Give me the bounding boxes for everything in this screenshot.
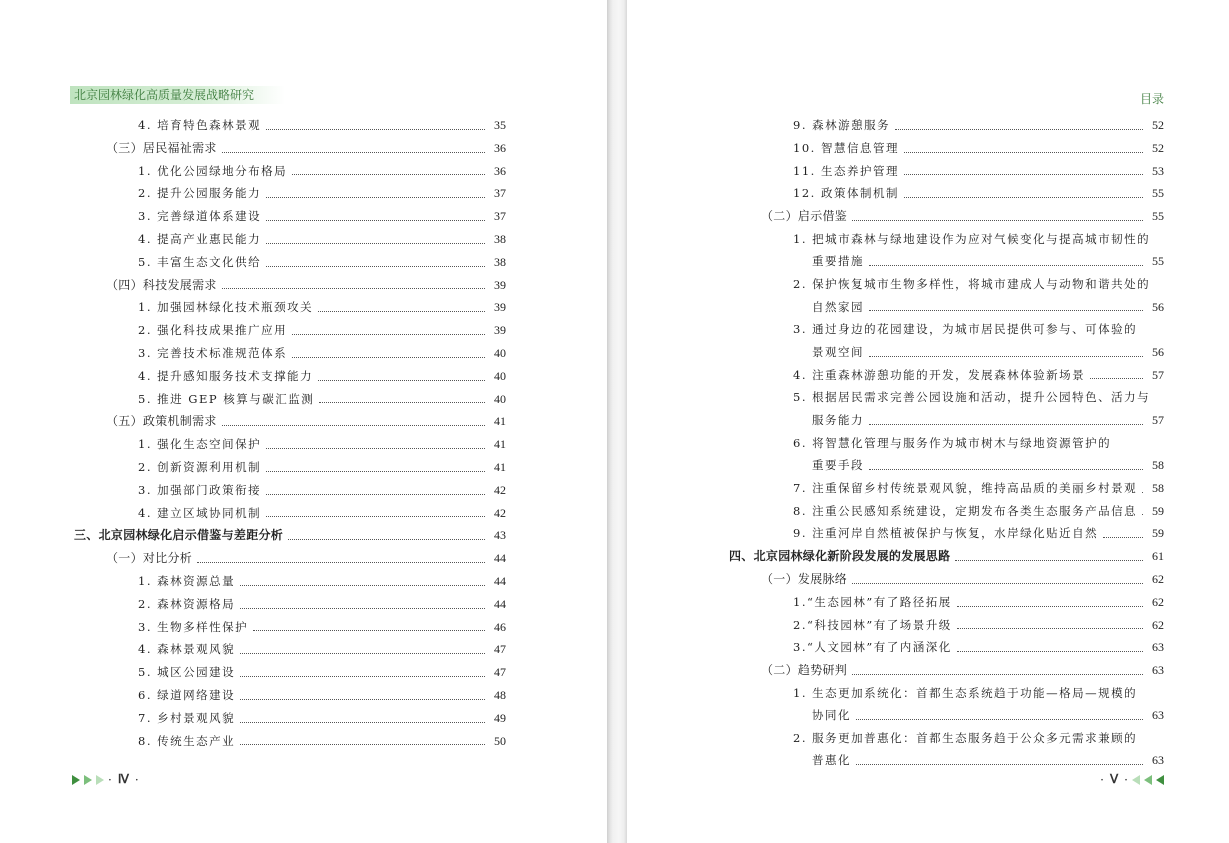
toc-page-number: 41 xyxy=(494,437,506,452)
toc-page-number: 59 xyxy=(1152,526,1164,541)
toc-entry[interactable] xyxy=(729,160,1164,183)
toc-page-number: 57 xyxy=(1152,367,1164,382)
toc-entry-title: 景观空间 xyxy=(812,344,864,359)
toc-entry-title: 1. 加强园林绿化技术瓶颈攻关 xyxy=(138,300,314,315)
toc-section[interactable] xyxy=(729,659,1164,682)
toc-page-number: 59 xyxy=(1152,503,1164,518)
dot-leader xyxy=(266,243,485,244)
toc-page-number: 49 xyxy=(494,710,506,725)
toc-entry-title: 11. 生态养护管理 xyxy=(793,163,899,178)
toc-entry-line1[interactable]: 2. 服务更加普惠化：首都生态服务趋于公众多元需求兼顾的 xyxy=(793,731,1138,746)
toc-entry[interactable] xyxy=(74,228,506,251)
toc-entry[interactable] xyxy=(74,433,506,456)
toc-entry-continuation[interactable] xyxy=(729,704,1164,727)
toc-page-number: 62 xyxy=(1152,594,1164,609)
dot-leader xyxy=(266,471,485,472)
dot-leader xyxy=(292,334,485,335)
toc-entry-line1[interactable]: 6. 将智慧化管理与服务作为城市树木与绿地资源管护的 xyxy=(793,435,1112,450)
toc-section[interactable] xyxy=(74,547,506,570)
dot-leader xyxy=(1103,537,1143,538)
toc-entry-title: （一）对比分析 xyxy=(106,551,193,566)
toc-entry[interactable] xyxy=(729,591,1164,614)
toc-entry-title: 1.“生态园林”有了路径拓展 xyxy=(793,594,952,609)
toc-page-number: 46 xyxy=(494,619,506,634)
toc-entry-title: （四）科技发展需求 xyxy=(106,277,217,292)
toc-entry[interactable] xyxy=(74,388,506,411)
toc-page-number: 63 xyxy=(1152,708,1164,723)
dot-leader xyxy=(869,265,1143,266)
dot-leader xyxy=(266,129,485,130)
dot-leader xyxy=(240,608,485,609)
toc-entry-continuation[interactable] xyxy=(729,409,1164,432)
toc-page-number: 39 xyxy=(494,277,506,292)
toc-entry-title: 三、北京园林绿化启示借鉴与差距分析 xyxy=(74,528,284,543)
dot-leader xyxy=(266,220,485,221)
toc-entry[interactable] xyxy=(74,205,506,228)
dot-leader xyxy=(266,197,485,198)
toc-page-number: 52 xyxy=(1152,118,1164,132)
dot-leader xyxy=(895,129,1143,130)
toc-entry-title: 1. 优化公园绿地分布格局 xyxy=(138,163,288,178)
toc-page-number: 42 xyxy=(494,482,506,497)
toc-list-right xyxy=(729,114,1164,772)
toc-entry-title: 10. 智慧信息管理 xyxy=(793,140,899,155)
triangle-right-icon xyxy=(84,775,92,785)
dot-leader xyxy=(197,562,485,563)
toc-entry-continuation[interactable] xyxy=(729,341,1164,364)
dot-separator: · xyxy=(134,772,139,787)
dot-leader xyxy=(266,448,485,449)
toc-entry[interactable] xyxy=(74,114,506,137)
dot-leader xyxy=(240,722,485,723)
toc-entry-title: 1. 森林资源总量 xyxy=(138,573,236,588)
dot-leader xyxy=(904,152,1143,153)
toc-entry-line1[interactable]: 2. 保护恢复城市生物多样性，将城市建成人与动物和谐共处的 xyxy=(793,277,1151,292)
toc-page-number: 56 xyxy=(1152,299,1164,314)
toc-page-number: 63 xyxy=(1152,640,1164,655)
dot-leader xyxy=(904,197,1143,198)
toc-entry-title: 3. 完善技术标准规范体系 xyxy=(138,345,288,360)
toc-chapter[interactable] xyxy=(74,524,506,547)
toc-entry[interactable] xyxy=(729,500,1164,523)
toc-page-number: 41 xyxy=(494,459,506,474)
toc-page-number: 58 xyxy=(1152,480,1164,495)
toc-entry[interactable] xyxy=(74,638,506,661)
toc-entry-title: 2. 强化科技成果推广应用 xyxy=(138,323,288,338)
toc-page-number: 39 xyxy=(494,323,506,338)
toc-entry-title: 1. 强化生态空间保护 xyxy=(138,437,262,452)
toc-page-number: 56 xyxy=(1152,344,1164,359)
toc-section[interactable] xyxy=(729,205,1164,228)
toc-entry-title: 5. 推进 GEP 核算与碳汇监测 xyxy=(138,391,315,406)
toc-entry[interactable] xyxy=(74,730,506,753)
toc-section[interactable] xyxy=(74,274,506,297)
dot-leader xyxy=(240,585,485,586)
toc-entry-title: （一）发展脉络 xyxy=(761,571,848,586)
toc-entry[interactable] xyxy=(74,479,506,502)
running-head-book-title: 北京园林绿化高质量发展战略研究 xyxy=(70,86,285,104)
dot-leader xyxy=(955,560,1143,561)
dot-leader xyxy=(240,653,485,654)
toc-entry-title: 3.“人文园林”有了内涵深化 xyxy=(793,640,952,655)
toc-page-number: 55 xyxy=(1152,209,1164,224)
toc-entry-title: 8. 传统生态产业 xyxy=(138,733,236,748)
page-number: Ⅴ xyxy=(1109,772,1119,786)
toc-page-number: 47 xyxy=(494,665,506,680)
toc-entry-title: 8. 注重公民感知系统建设，定期发布各类生态服务产品信息 xyxy=(793,503,1138,518)
toc-page-number: 37 xyxy=(494,186,506,201)
toc-page-number: 57 xyxy=(1152,412,1164,427)
toc-page-number: 63 xyxy=(1152,663,1164,678)
dot-leader xyxy=(957,651,1143,652)
dot-leader xyxy=(852,674,1143,675)
triangle-left-icon xyxy=(1156,775,1164,785)
toc-entry[interactable] xyxy=(729,636,1164,659)
toc-entry-title: 4. 注重森林游憩功能的开发，发展森林体验新场景 xyxy=(793,367,1086,382)
toc-entry-title: 12. 政策体制机制 xyxy=(793,186,899,201)
left-page xyxy=(0,0,607,843)
toc-page-number: 37 xyxy=(494,209,506,224)
toc-entry-title: 4. 提高产业惠民能力 xyxy=(138,231,262,246)
toc-entry[interactable] xyxy=(74,593,506,616)
triangle-right-icon xyxy=(96,775,104,785)
toc-entry[interactable] xyxy=(74,296,506,319)
toc-list-left xyxy=(74,114,506,752)
toc-page-number: 40 xyxy=(494,391,506,406)
toc-entry-title: 4. 提升感知服务技术支撑能力 xyxy=(138,368,314,383)
toc-page-number: 53 xyxy=(1152,163,1164,178)
toc-section[interactable] xyxy=(74,137,506,160)
toc-page-number: 35 xyxy=(494,118,506,132)
toc-entry-title: 3. 完善绿道体系建设 xyxy=(138,209,262,224)
footer-left xyxy=(72,772,139,787)
toc-page-number: 40 xyxy=(494,368,506,383)
page-number: Ⅳ xyxy=(117,772,129,786)
right-page xyxy=(627,0,1229,843)
toc-entry[interactable] xyxy=(74,251,506,274)
footer-right xyxy=(1100,772,1164,787)
toc-entry-continuation[interactable] xyxy=(729,749,1164,772)
toc-page-number: 58 xyxy=(1152,457,1164,472)
dot-leader xyxy=(266,516,485,517)
toc-page-number: 39 xyxy=(494,300,506,315)
toc-entry-title: 2. 创新资源利用机制 xyxy=(138,459,262,474)
toc-entry-title: （二）启示借鉴 xyxy=(761,209,848,224)
toc-entry-line1[interactable]: 1. 把城市森林与绿地建设作为应对气候变化与提高城市韧性的 xyxy=(793,231,1151,246)
dot-leader xyxy=(319,402,485,403)
toc-page-number: 50 xyxy=(494,733,506,748)
toc-entry-title: 2.“科技园林”有了场景升级 xyxy=(793,617,952,632)
toc-entry[interactable] xyxy=(74,616,506,639)
dot-leader xyxy=(318,311,485,312)
toc-entry-line1[interactable]: 5. 根据居民需求完善公园设施和活动，提升公园特色、活力与 xyxy=(793,390,1151,405)
toc-entry-title: 协同化 xyxy=(812,708,851,723)
toc-page-number: 44 xyxy=(494,596,506,611)
toc-page-number: 40 xyxy=(494,345,506,360)
toc-entry-title: 5. 丰富生态文化供给 xyxy=(138,254,262,269)
toc-page-number: 44 xyxy=(494,551,506,566)
triangle-left-icon xyxy=(1144,775,1152,785)
dot-leader xyxy=(288,539,485,540)
toc-entry-title: 9. 森林游憩服务 xyxy=(793,118,891,132)
running-head-contents: 目录 xyxy=(1139,92,1164,106)
toc-page-number: 41 xyxy=(494,414,506,429)
toc-entry-line1[interactable]: 3. 通过身边的花园建设，为城市居民提供可参与、可体验的 xyxy=(793,322,1138,337)
toc-page-number: 38 xyxy=(494,231,506,246)
toc-page-number: 47 xyxy=(494,642,506,657)
dot-leader xyxy=(292,174,485,175)
book-gutter xyxy=(607,0,627,843)
toc-entry-title: 3. 生物多样性保护 xyxy=(138,619,249,634)
toc-entry[interactable] xyxy=(74,365,506,388)
toc-page-number: 42 xyxy=(494,505,506,520)
toc-entry-title: （二）趋势研判 xyxy=(761,663,848,678)
toc-page-number: 55 xyxy=(1152,254,1164,269)
toc-entry[interactable] xyxy=(74,182,506,205)
toc-entry-title: 普惠化 xyxy=(812,753,851,768)
toc-page-number: 43 xyxy=(494,528,506,543)
dot-leader xyxy=(266,266,485,267)
toc-page-number: 61 xyxy=(1152,549,1164,564)
dot-leader xyxy=(869,310,1143,311)
toc-entry[interactable] xyxy=(74,342,506,365)
toc-page-number: 44 xyxy=(494,573,506,588)
dot-leader xyxy=(869,356,1143,357)
toc-entry[interactable] xyxy=(74,570,506,593)
toc-entry[interactable] xyxy=(74,319,506,342)
dot-separator: · xyxy=(108,772,112,787)
toc-entry[interactable] xyxy=(729,364,1164,387)
toc-entry-title: 服务能力 xyxy=(812,412,864,427)
toc-page-number: 38 xyxy=(494,254,506,269)
toc-section[interactable] xyxy=(74,410,506,433)
dot-leader xyxy=(957,628,1143,629)
toc-entry-title: 3. 加强部门政策衔接 xyxy=(138,482,262,497)
dot-separator: · xyxy=(1124,772,1128,787)
dot-leader xyxy=(266,494,485,495)
dot-leader xyxy=(222,288,485,289)
toc-page-number: 36 xyxy=(494,163,506,178)
toc-page-number: 52 xyxy=(1152,140,1164,155)
dot-leader xyxy=(1090,378,1143,379)
toc-entry-continuation[interactable] xyxy=(729,454,1164,477)
dot-leader xyxy=(869,424,1143,425)
toc-section[interactable] xyxy=(729,568,1164,591)
toc-entry-title: 9. 注重河岸自然植被保护与恢复，水岸绿化贴近自然 xyxy=(793,526,1099,541)
dot-leader xyxy=(292,357,485,358)
toc-entry-title: 7. 注重保留乡村传统景观风貌，维持高品质的美丽乡村景观 xyxy=(793,480,1138,495)
dot-leader xyxy=(318,380,485,381)
toc-entry-title: 四、北京园林绿化新阶段发展的发展思路 xyxy=(729,549,951,564)
toc-entry-continuation[interactable] xyxy=(729,250,1164,273)
toc-entry[interactable] xyxy=(729,522,1164,545)
dot-leader xyxy=(957,606,1143,607)
triangle-left-icon xyxy=(1132,775,1140,785)
toc-entry-title: 7. 乡村景观风貌 xyxy=(138,710,236,725)
toc-page-number: 36 xyxy=(494,140,506,155)
toc-entry-line1[interactable]: 1. 生态更加系统化：首都生态系统趋于功能—格局—规模的 xyxy=(793,685,1138,700)
dot-leader xyxy=(852,583,1143,584)
dot-leader xyxy=(1142,514,1143,515)
toc-entry[interactable] xyxy=(74,160,506,183)
dot-leader xyxy=(852,220,1143,221)
toc-entry-title: 5. 城区公园建设 xyxy=(138,665,236,680)
toc-entry-title: 2. 森林资源格局 xyxy=(138,596,236,611)
dot-leader xyxy=(856,719,1143,720)
toc-entry-title: （三）居民福祉需求 xyxy=(106,140,217,155)
toc-entry[interactable] xyxy=(729,137,1164,160)
dot-leader xyxy=(869,469,1143,470)
toc-page-number: 55 xyxy=(1152,186,1164,201)
toc-entry[interactable] xyxy=(729,614,1164,637)
toc-entry-title: 4. 森林景观风貌 xyxy=(138,642,236,657)
toc-page-number: 48 xyxy=(494,687,506,702)
toc-entry-title: 重要措施 xyxy=(812,254,864,269)
dot-leader xyxy=(253,630,485,631)
dot-leader xyxy=(222,425,485,426)
toc-entry[interactable] xyxy=(74,707,506,730)
toc-entry[interactable] xyxy=(729,477,1164,500)
toc-page-number: 63 xyxy=(1152,753,1164,768)
toc-entry[interactable] xyxy=(74,684,506,707)
dot-separator: · xyxy=(1100,772,1104,787)
toc-entry-title: （五）政策机制需求 xyxy=(106,414,217,429)
dot-leader xyxy=(904,174,1143,175)
toc-entry-title: 4. 建立区域协同机制 xyxy=(138,505,262,520)
toc-entry[interactable] xyxy=(729,114,1164,137)
toc-entry-continuation[interactable] xyxy=(729,296,1164,319)
toc-entry[interactable] xyxy=(74,456,506,479)
toc-entry-title: 4. 培育特色森林景观 xyxy=(138,118,262,132)
dot-leader xyxy=(240,676,485,677)
toc-entry-title: 6. 绿道网络建设 xyxy=(138,687,236,702)
toc-entry-title: 重要手段 xyxy=(812,457,864,472)
toc-page-number: 62 xyxy=(1152,571,1164,586)
dot-leader xyxy=(222,152,485,153)
dot-leader xyxy=(856,764,1143,765)
dot-leader xyxy=(240,744,485,745)
toc-chapter[interactable] xyxy=(729,545,1164,568)
dot-leader xyxy=(240,699,485,700)
toc-page-number: 62 xyxy=(1152,617,1164,632)
toc-entry-title: 2. 提升公园服务能力 xyxy=(138,186,262,201)
toc-entry[interactable] xyxy=(74,661,506,684)
dot-leader xyxy=(1142,492,1143,493)
toc-entry[interactable] xyxy=(729,182,1164,205)
triangle-right-icon xyxy=(72,775,80,785)
toc-entry[interactable] xyxy=(74,502,506,525)
toc-entry-title: 自然家园 xyxy=(812,299,864,314)
